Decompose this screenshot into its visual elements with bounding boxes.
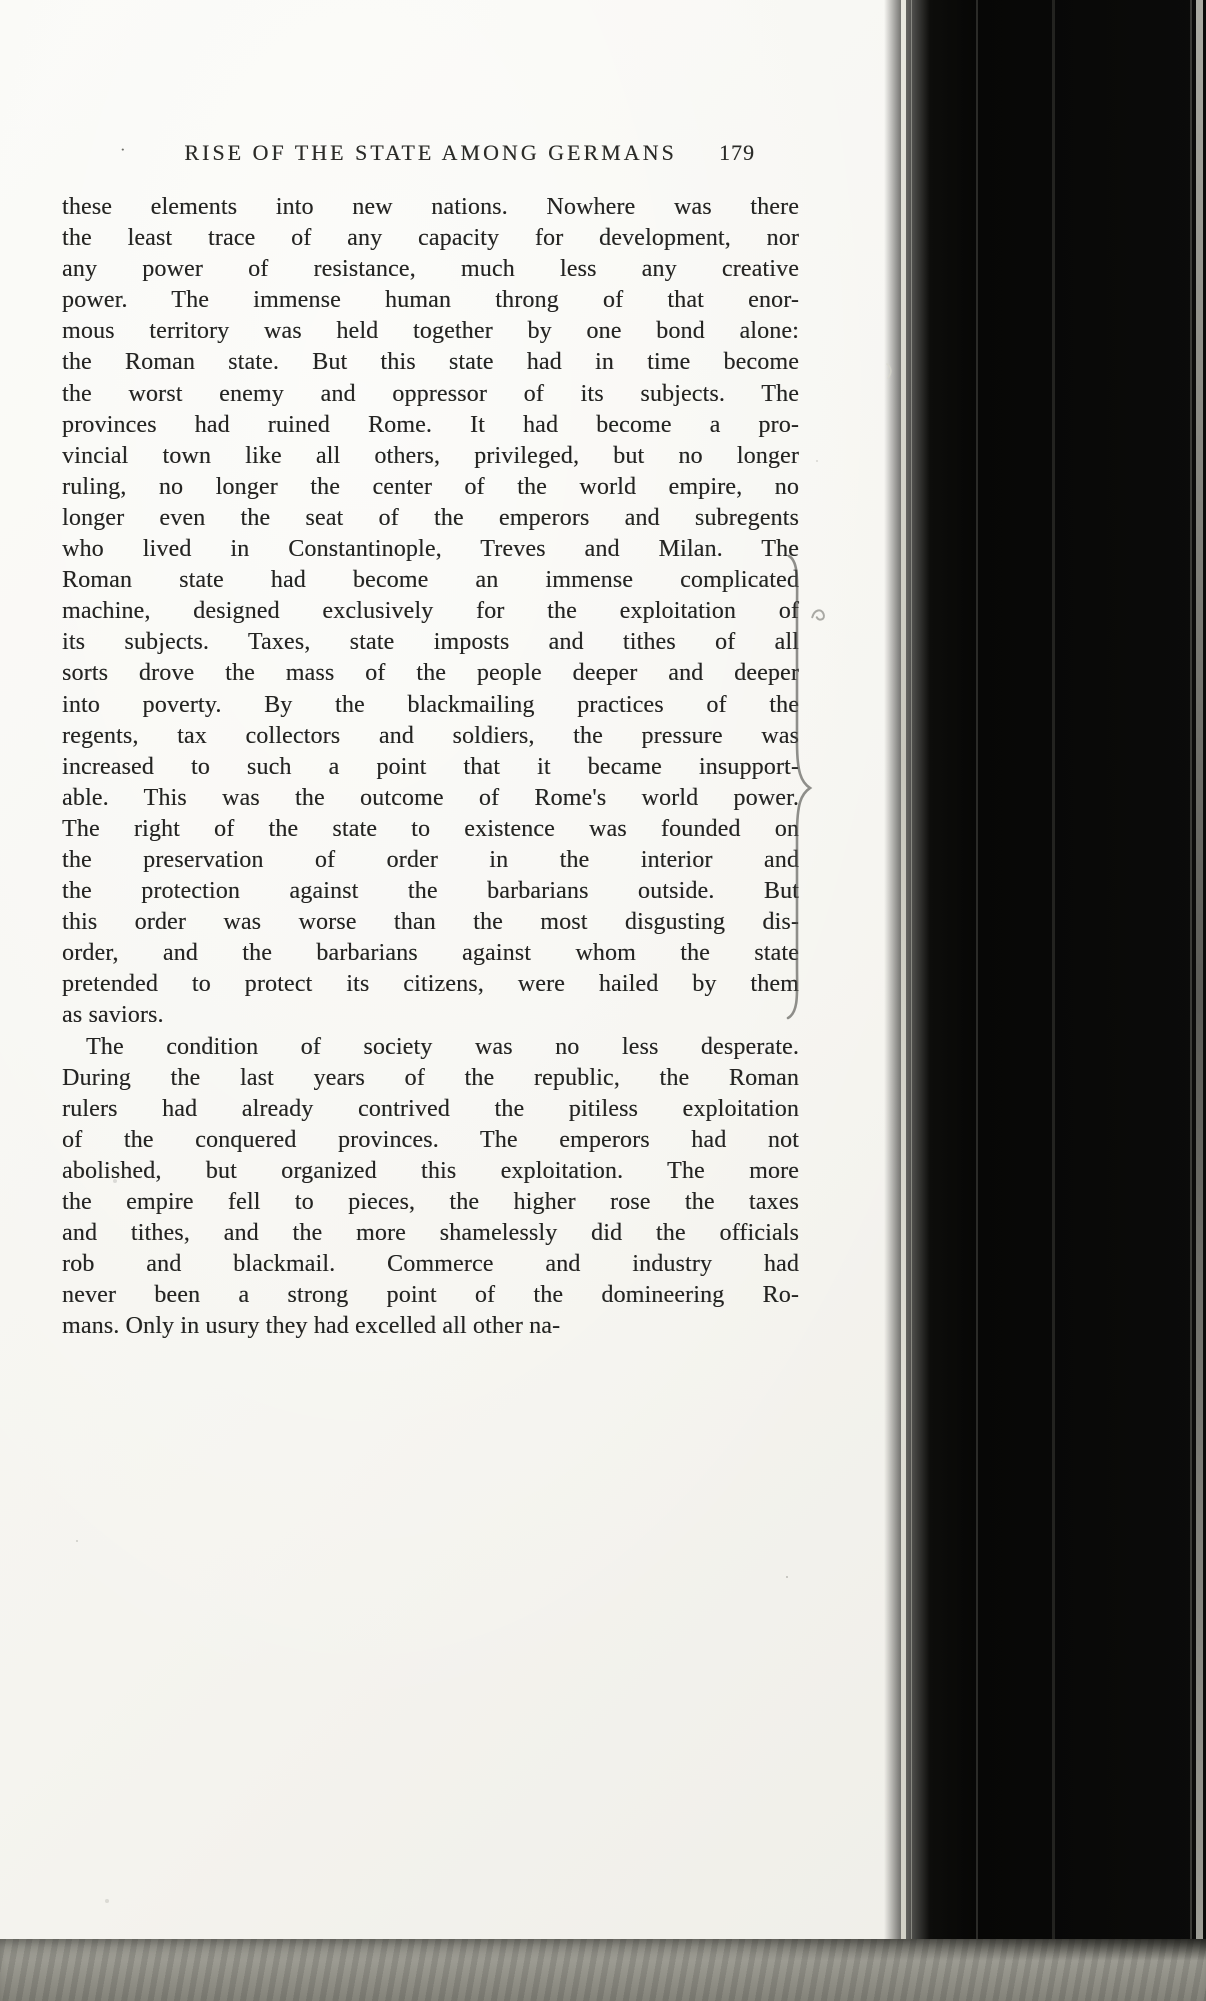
text-line: any power of resistance, much less any creative	[62, 256, 799, 283]
paragraph-2	[62, 1032, 799, 1343]
text-line: provinces had ruined Rome. It had become a pro-	[62, 411, 799, 438]
text-line: these elements into new nations. Nowhere was there	[62, 194, 799, 220]
text-line: vincial town like all others, privileged, but no longer	[62, 442, 799, 469]
page-number: 179	[719, 140, 755, 165]
text-line: who lived in Constantinople, Treves and Milan. The	[62, 536, 799, 563]
text-line: increased to such a point that it became insupport-	[62, 753, 799, 780]
text-line: order, and the barbarians against whom the state	[62, 940, 799, 967]
text-line: The right of the state to existence was founded on	[62, 815, 799, 842]
scan-streak	[1190, 0, 1192, 2001]
scan-streak	[911, 0, 912, 2001]
text-line: never been a strong point of the domineering Ro-	[62, 1282, 799, 1309]
paper-speckles	[96, 420, 98, 422]
text-line: regents, tax collectors and soldiers, the pressure was	[62, 722, 799, 749]
text-line: and tithes, and the more shamelessly did the officials	[62, 1220, 799, 1247]
paragraph-1	[62, 192, 799, 1032]
scan-streak	[1052, 0, 1055, 2001]
text-line: machine, designed exclusively for the exploitation of	[62, 598, 799, 625]
text-line: mans. Only in usury they had excelled all other na-	[62, 1313, 561, 1340]
text-line: the empire fell to pieces, the higher rose the taxes	[62, 1189, 799, 1215]
text-line: The condition of society was no less desperate.	[86, 1033, 799, 1060]
text-line: abolished, but organized this exploitation. The more	[62, 1157, 799, 1184]
text-line: able. This was the outcome of Rome's world power.	[62, 784, 799, 811]
text-line: mous territory was held together by one bond alone:	[62, 318, 799, 345]
text-line: the protection against the barbarians outside. But	[62, 878, 799, 905]
text-line: into poverty. By the blackmailing practices of the	[62, 691, 799, 718]
text-line: longer even the seat of the emperors and subregents	[62, 504, 799, 531]
margin-squiggle-mark	[810, 606, 828, 624]
scan-streak	[976, 0, 978, 2001]
band-edge-mark	[884, 362, 896, 380]
text-line: the worst enemy and oppressor of its subjects. The	[62, 380, 799, 407]
text-line: this order was worse than the most disgusting dis-	[62, 909, 799, 936]
text-line: the Roman state. But this state had in time become	[62, 349, 799, 376]
text-line: sorts drove the mass of the people deeper and deeper	[62, 660, 799, 687]
text-line: pretended to protect its citizens, were hailed by them	[62, 971, 799, 998]
binding-shadow	[884, 0, 1206, 2001]
text-line: Roman state had become an immense complicated	[62, 567, 799, 594]
text-line: its subjects. Taxes, state imposts and tithes of all	[62, 629, 799, 656]
scan-streak	[1196, 0, 1203, 2001]
page-title: RISE OF THE STATE AMONG GERMANS	[184, 140, 677, 165]
page-header	[62, 140, 799, 166]
text-line: the least trace of any capacity for development, nor	[62, 225, 799, 252]
text-line: During the last years of the republic, the Roman	[62, 1064, 799, 1091]
text-line: the preservation of order in the interior and	[62, 846, 799, 873]
text-column	[62, 192, 799, 1342]
text-line: as saviors.	[62, 1002, 164, 1029]
text-line: rob and blackmail. Commerce and industry had	[62, 1251, 799, 1278]
scan-streak	[901, 0, 906, 2001]
text-line: ruling, no longer the center of the world empire, no	[62, 473, 799, 500]
text-line: rulers had already contrived the pitiless exploitation	[62, 1095, 799, 1122]
scan-dot-mark: ·	[120, 142, 126, 159]
bottom-scan-edge	[0, 1939, 1206, 2001]
text-line: of the conquered provinces. The emperors had not	[62, 1126, 799, 1153]
text-line: power. The immense human throng of that enor-	[62, 287, 799, 314]
